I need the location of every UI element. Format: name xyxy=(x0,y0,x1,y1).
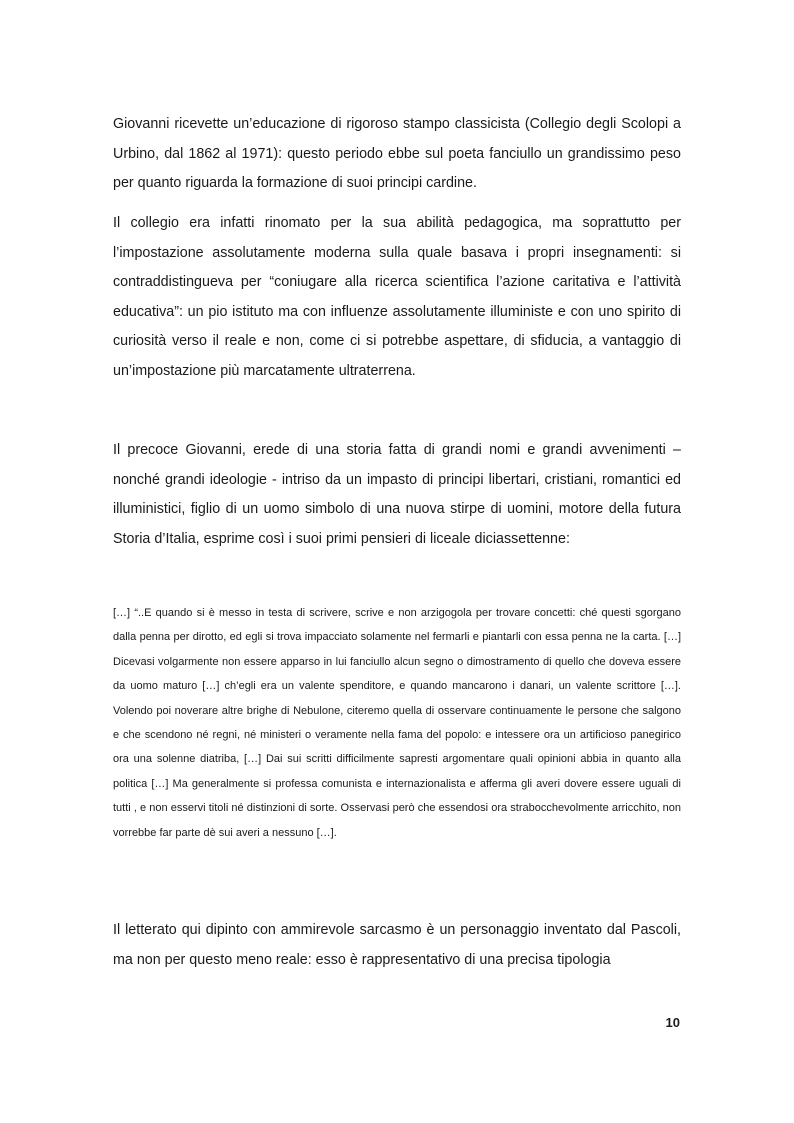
paragraph-collegio: Il collegio era infatti rinomato per la sua abilità pedagogica, ma soprattutto per l’impostazione assolutamente moderna sulla quale basava i propri insegnamenti: si contraddistingueva per “coniugare alla ricerca scientifica l’azione caritativa e l’attività educativa”: un pio istituto ma con influenze assolutamente illuministe e con uno spirito di curiosità verso il reale e non, come ci si potrebbe aspettare, di sfiducia, a vantaggio di un’impostazione più marcatamente ultraterrena. xyxy=(113,215,681,379)
block-quote: […] “..E quando si è messo in testa di scrivere, scrive e non arzigogola per trovare concetti: ché questi sgorgano dalla penna per dirotto, ed egli si trova impacciato solamente nel fermarli e piantarli con essa penna ne la carta. […] Dicevasi volgarmente non essere apparso in lui fanciullo alcun segno o dimostramento di quello che doveva essere da uomo maturo […] ch’egli era un valente spenditore, e quando mancarono i danari, un valente scrittore […]. Volendo poi noverare altre brighe di Nebulone, citeremo quella di osservare continuamente le persone che salgono e che scendono né regni, né ministeri o veramente nella fama del popolo: e intessere ora un artificioso panegirico ora una solenne diatriba, […] Dai sui scritti difficilmente sapresti argomentare quali opinioni abbia in quanto alla politica […] Ma generalmente si professa comunista e internazionalista e afferma gli averi dovere essere uguali di tutti , e non esservi titoli né distinzioni di sorte. Osservasi però che essendosi ora strabocchevolmente arricchito, non vorrebbe far parte dè sui averi a nessuno […]. xyxy=(113,607,681,839)
paragraph-letterato: Il letterato qui dipinto con ammirevole sarcasmo è un personaggio inventato dal Pascoli, ma non per questo meno reale: esso è rappresentativo di una precisa tipologia xyxy=(113,922,681,968)
paragraph-education: Giovanni ricevette un’educazione di rigoroso stampo classicista (Collegio degli Scolopi a Urbino, dal 1862 al 1971): questo periodo ebbe sul poeta fanciullo un grandissimo peso per quanto riguarda la formazione di suoi principi cardine. xyxy=(113,116,681,191)
paragraph-precoce-giovanni: Il precoce Giovanni, erede di una storia fatta di grandi nomi e grandi avvenimenti – nonché grandi ideologie - intriso da un impasto di principi libertari, cristiani, romantici ed illuministici, figlio di un uomo simbolo di una nuova stirpe di uomini, motore della futura Storia d’Italia, esprime così i suoi primi pensieri di liceale diciassettenne: xyxy=(113,442,681,547)
page-number: 10 xyxy=(665,1015,680,1030)
